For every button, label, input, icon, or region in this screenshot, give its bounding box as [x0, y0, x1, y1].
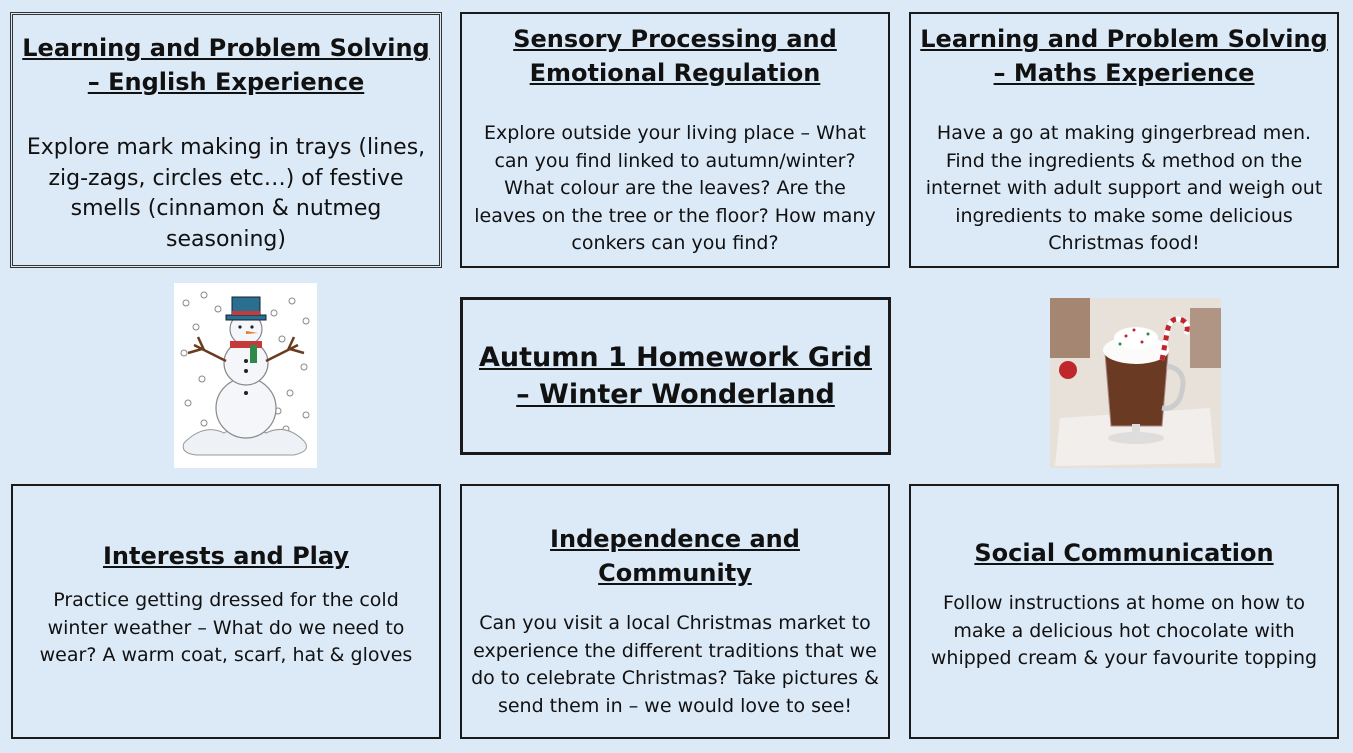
cell-title: Independence and Community — [550, 525, 800, 587]
cell-body: Explore outside your living place – What can you find linked to autumn/winter? What colour are the leaves? Are the leaves on the tree or the floor? How many conkers can you find? — [474, 122, 876, 254]
cell-interests-and-play — [11, 484, 441, 739]
snowman-icon — [174, 283, 317, 468]
cell-title: Learning and Problem Solving – English Experience — [22, 34, 430, 96]
hot-chocolate-image — [1050, 298, 1221, 468]
hot-chocolate-icon — [1050, 298, 1221, 468]
cell-maths-experience — [909, 12, 1339, 268]
cell-social-communication — [909, 484, 1339, 739]
cell-body: Can you visit a local Christmas market to experience the different traditions that we do to celebrate Christmas? Take pictures & send them in – we would love to see! — [471, 612, 879, 717]
snowman-image — [174, 283, 317, 468]
cell-independence-and-community — [460, 484, 890, 739]
cell-body: Follow instructions at home on how to make a delicious hot chocolate with whipped cream & your favourite topping — [930, 592, 1318, 669]
cell-title: Learning and Problem Solving – Maths Experience — [920, 25, 1328, 87]
cell-english-experience — [10, 12, 442, 268]
cell-body: Practice getting dressed for the cold winter weather – What do we need to wear? A warm coat, scarf, hat & gloves — [39, 589, 413, 666]
cell-sensory-processing — [460, 12, 890, 268]
cell-title-banner — [460, 297, 891, 455]
cell-body: Have a go at making gingerbread men. Find the ingredients & method on the internet with adult support and weigh out ingredients to make some delicious Christmas food! — [925, 122, 1323, 254]
page-title: Autumn 1 Homework Grid – Winter Wonderland — [478, 342, 872, 410]
cell-body: Explore mark making in trays (lines, zig-zags, circles etc…) of festive smells (cinnamon & nutmeg seasoning) — [26, 135, 426, 252]
cell-title: Social Communication — [974, 539, 1274, 567]
cell-title: Interests and Play — [102, 542, 349, 570]
cell-title: Sensory Processing and Emotional Regulation — [513, 25, 837, 87]
